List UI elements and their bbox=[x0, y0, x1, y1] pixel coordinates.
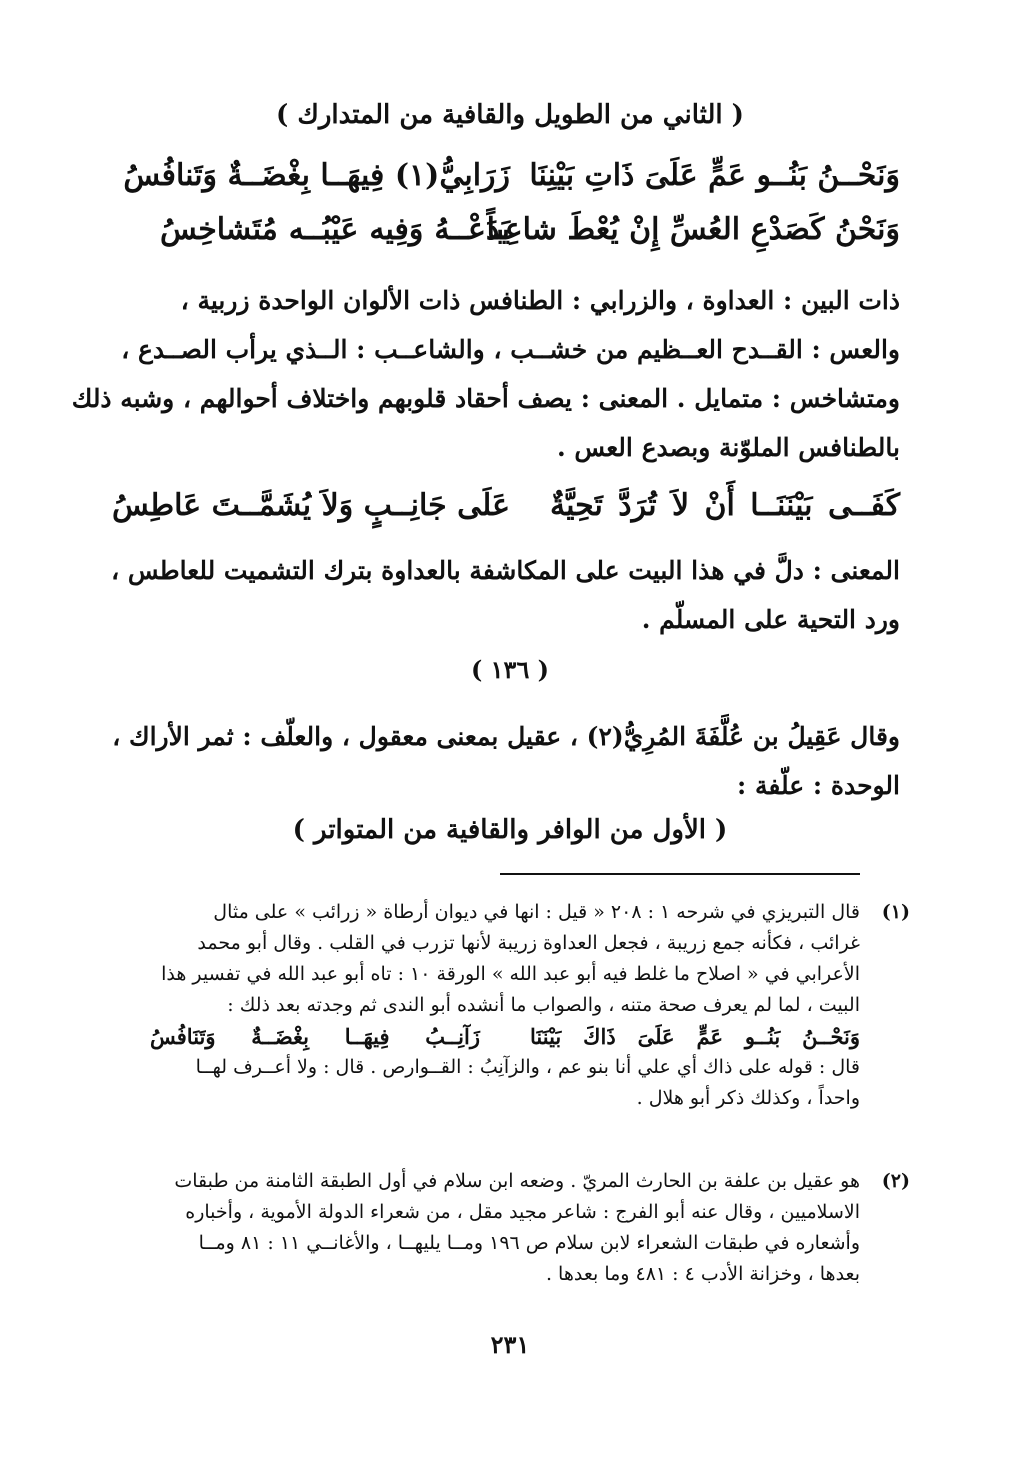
text-line: الوحدة : علّفة : bbox=[737, 771, 900, 800]
text-line: وقال عَقِيلُ بن عُلَّفَةَ المُرِيُّ(٢) ، عقيل بمعنى معقول ، والعلّف : ثمر الأراك ، bbox=[112, 722, 900, 751]
footnote-marker: (١) bbox=[881, 901, 910, 923]
footnote-line: قال : قوله على ذاك أي علي أنا بنو عم ، والزآنِبُ : القــوارص . قال : ولا أعــرف لهــا bbox=[195, 1056, 860, 1078]
verse-first-hemistich: وَنَحْــنُ بَنُــو عَمٍّ عَلَىَ ذَاتِ بَيْنِنَا bbox=[529, 158, 900, 193]
verse-first-hemistich: وَنَحْــنُ بَنُــو عَمٍّ عَلَىَ ذَاكَ بَيْنَنَا bbox=[530, 1024, 860, 1049]
footnote-line: هو عقيل بن علفة بن الحارث المريّ . وضعه ابن سلام في أول الطبقة الثامنة من طبقات bbox=[174, 1170, 860, 1192]
text-line: ذات البين : العداوة ، والزرابي : الطنافس ذات الألوان الواحدة زربية ، bbox=[180, 286, 900, 315]
footnote-line: الأعرابي في « اصلاح ما غلط فيه أبو عبد الله » الورقة ١٠ : تاه أبو عبد الله في تفسير هذا bbox=[161, 963, 860, 985]
footnote-marker: (٢) bbox=[881, 1170, 910, 1192]
verse-second-hemistich: زَآنِــبُ فِيهَــا بِغْضَــةٌ وَتَنَافُسُ bbox=[150, 1024, 480, 1049]
verse-first-hemistich: وَنَحْنُ كَصَدْعِ العُسِّ إِنْ يُعْطَ شاعِباً bbox=[486, 212, 900, 247]
text-line: المعنى : دلَّ في هذا البيت على المكاشفة بالعداوة بترك التشميت للعاطس ، bbox=[111, 556, 900, 585]
poem-intro bbox=[112, 712, 900, 810]
page-number: ٢٣١ bbox=[490, 1330, 530, 1359]
footnote-line: واحداً ، وكذلك ذكر أبو هلال . bbox=[636, 1087, 860, 1109]
footnote-line: وأشعاره في طبقات الشعراء لابن سلام ص ١٩٦ ومــا يليهــا ، والأغانــي ١١ : ٨١ ومــا bbox=[198, 1232, 860, 1254]
footnote-line: غرائب ، فكأنه جمع زريبة ، فجعل العداوة زريبة لأنها تزرب في القلب . وقال أبو محمد bbox=[197, 932, 860, 954]
text-line: ومتشاخس : متمايل . المعنى : يصف أحقاد قلوبهم واختلاف أحوالهم ، وشبه ذلك bbox=[71, 384, 900, 413]
footnote-line: قال التبريزي في شرحه ١ : ٢٠٨ « قيل : انها في ديوان أرطاة « زرائب » على مثال bbox=[213, 901, 860, 923]
verse-first-hemistich: كَفَــى بَيْنَنَــا أَنْ لاَ تُرَدَّ تَحِيَّةٌ bbox=[550, 488, 900, 523]
footnote-verse bbox=[150, 1021, 860, 1052]
verse-line bbox=[160, 212, 900, 258]
footnote-line: البيت ، لما لم يعرف صحة متنه ، والصواب ما أنشده أبو الندى ثم وجدته بعد ذلك : bbox=[227, 994, 860, 1016]
text-line: ورد التحية على المسلّم . bbox=[641, 605, 900, 634]
footnote-line: الاسلاميين ، وقال عنه أبو الفرج : شاعر مجيد مقل ، من شعراء الدولة الأموية ، وأخباره bbox=[185, 1201, 860, 1223]
verse-second-hemistich: يَدَعْــهُ وَفِيه عَيْبُــه مُتَشاخِسُ bbox=[160, 212, 510, 247]
verse-second-hemistich: زَرَابِيُّ(١) فِيهَــا بِغْضَــةٌ وَتَنافُسُ bbox=[123, 158, 510, 193]
footnote-1 bbox=[150, 897, 910, 1114]
section-header: ( الثاني من الطويل والقافية من المتدارك ) bbox=[276, 100, 744, 130]
verse-line bbox=[123, 158, 900, 204]
footnote-line: بعدها ، وخزانة الأدب ٤ : ٤٨١ وما بعدها . bbox=[545, 1263, 860, 1285]
text-line: بالطنافس الملوّنة وبصدع العس . bbox=[556, 433, 900, 462]
meter-header: ( الأول من الوافر والقافية من المتواتر ) bbox=[292, 815, 728, 845]
verse-second-hemistich: عَلَى جَانِــبٍ وَلاَ يُشَمَّــتَ عَاطِسُ bbox=[112, 488, 510, 523]
verse-line bbox=[112, 488, 900, 534]
footnote-body bbox=[150, 897, 860, 1114]
footnote-2 bbox=[150, 1166, 910, 1290]
commentary-paragraph bbox=[71, 276, 900, 472]
footnote-divider bbox=[500, 873, 860, 875]
text-line: والعس : القــدح العــظيم من خشــب ، والشاعــب : الــذي يرأب الصــدع ، bbox=[121, 335, 900, 364]
commentary-paragraph bbox=[111, 546, 900, 644]
poem-number: ( ١٣٦ ) bbox=[470, 655, 550, 684]
footnote-body bbox=[150, 1166, 860, 1290]
